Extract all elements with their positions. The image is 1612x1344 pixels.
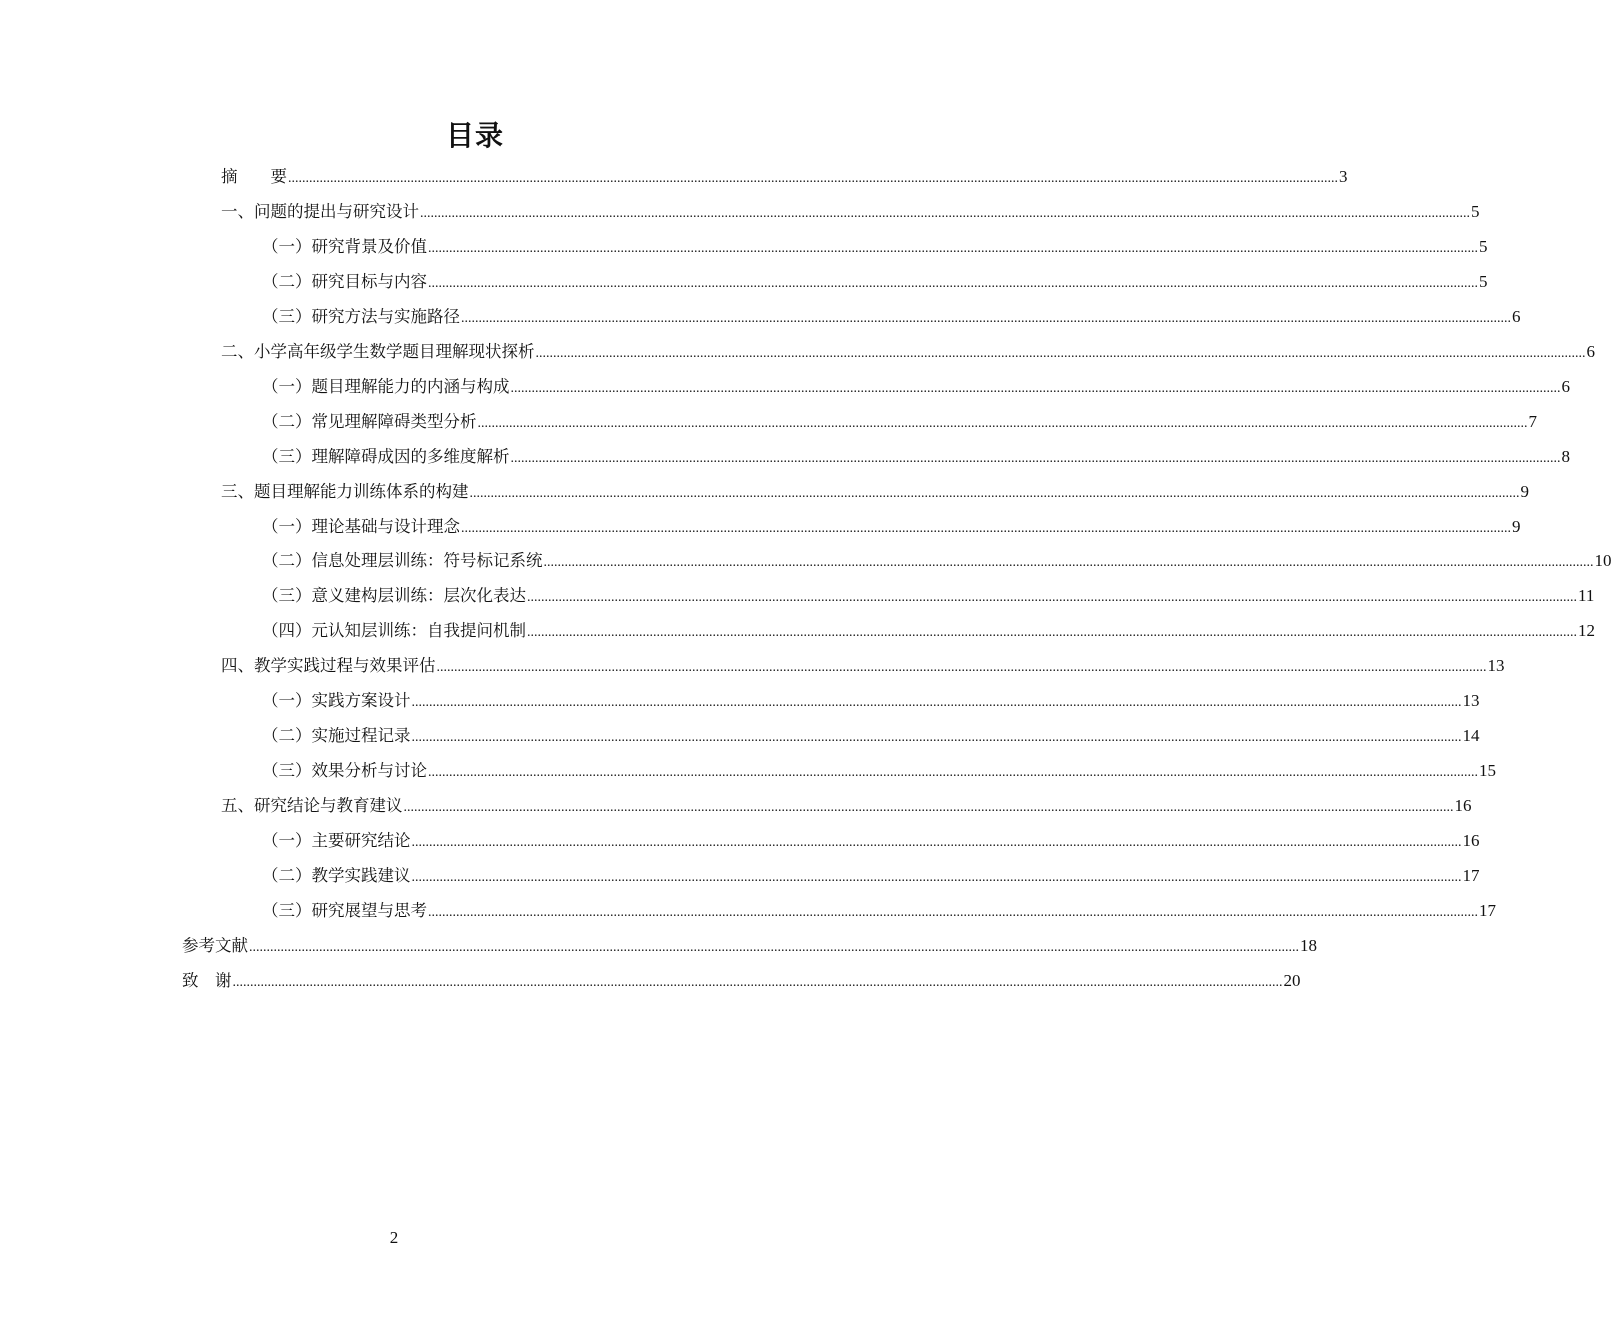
toc-entry-page: 18: [1300, 935, 1317, 955]
toc-leader-dots: ............................................................................................................................................................................................................................................................................................................: [288, 171, 1338, 186]
toc-entry[interactable]: [221, 200, 1480, 224]
toc-entry[interactable]: [262, 619, 1595, 643]
toc-entry[interactable]: [262, 724, 1480, 748]
toc-entry-label: 二、小学高年级学生数学题目理解现状探析: [221, 341, 535, 361]
page-number: 2: [389, 1228, 399, 1247]
toc-entry[interactable]: [262, 410, 1537, 434]
toc-entry-label: （三）效果分析与讨论: [262, 761, 427, 781]
toc-entry[interactable]: [262, 759, 1496, 783]
toc-entry-label: （四）元认知层训练：自我提问机制: [262, 621, 526, 641]
toc-entry[interactable]: [262, 864, 1480, 888]
toc-leader-dots: ............................................................................................................................................................................................................................................................................................................: [527, 590, 1577, 606]
toc-leader-dots: ............................................................................................................................................................................................................................................................................................................: [535, 345, 1586, 361]
toc-entry-page: 11: [1578, 586, 1595, 606]
toc-entry-label: （二）信息处理层训练：符号标记系统: [262, 551, 543, 571]
toc-leader-dots: ............................................................................................................................................................................................................................................................................................................: [411, 870, 1462, 885]
toc-leader-dots: ............................................................................................................................................................................................................................................................................................................: [411, 835, 1462, 851]
toc-entry-label: （二）研究目标与内容: [262, 271, 427, 291]
toc-entry-page: 8: [1561, 446, 1570, 466]
toc-leader-dots: ............................................................................................................................................................................................................................................................................................................: [249, 939, 1299, 955]
toc-entry[interactable]: [262, 549, 1612, 573]
toc-leader-dots: ............................................................................................................................................................................................................................................................................................................: [527, 625, 1577, 641]
toc-entry-page: 20: [1283, 970, 1301, 990]
toc-entry[interactable]: [262, 235, 1488, 259]
toc-entry-label: （二）实施过程记录: [262, 726, 411, 746]
toc-entry[interactable]: [221, 794, 1472, 818]
toc-entry[interactable]: [262, 829, 1480, 853]
toc-entry-page: 16: [1454, 796, 1472, 816]
toc-entry[interactable]: [221, 480, 1529, 504]
toc-title: 目录: [445, 119, 504, 152]
toc-leader-dots: ............................................................................................................................................................................................................................................................................................................: [469, 485, 1520, 501]
toc-entry[interactable]: [262, 584, 1595, 608]
toc-entry-label: 四、教学实践过程与效果评估: [221, 656, 436, 676]
toc-leader-dots: ............................................................................................................................................................................................................................................................................................................: [232, 974, 1283, 990]
toc-entry-page: 7: [1528, 411, 1537, 431]
toc-entry-page: 3: [1339, 167, 1348, 186]
toc-entry-page: 13: [1462, 691, 1480, 711]
toc-leader-dots: ............................................................................................................................................................................................................................................................................................................: [510, 450, 1561, 466]
toc-entry-label: （二）教学实践建议: [262, 866, 411, 885]
toc-entry-page: 9: [1512, 516, 1521, 536]
toc-entry[interactable]: [262, 270, 1488, 294]
toc-leader-dots: ............................................................................................................................................................................................................................................................................................................: [428, 904, 1478, 920]
toc-entry-label: （一）研究背景及价值: [262, 236, 427, 256]
toc-entry-page: 5: [1479, 236, 1488, 256]
toc-entry-label: （一）题目理解能力的内涵与构成: [262, 376, 510, 396]
toc-entry[interactable]: [221, 654, 1505, 678]
toc-entry-label: 参考文献: [182, 935, 248, 955]
toc-entry[interactable]: [262, 515, 1521, 539]
toc-entry[interactable]: [221, 165, 1348, 189]
toc-leader-dots: ............................................................................................................................................................................................................................................................................................................: [428, 765, 1478, 781]
toc-entry-label: 一、问题的提出与研究设计: [221, 201, 419, 221]
toc-entry-label: 致 谢: [182, 970, 232, 990]
toc-entry-page: 6: [1512, 306, 1521, 326]
toc-entry[interactable]: [182, 969, 1301, 993]
toc-entry-label: 五、研究结论与教育建议: [221, 796, 403, 816]
toc-entry-page: 14: [1462, 726, 1480, 746]
toc-entry-label: （三）研究方法与实施路径: [262, 306, 460, 326]
toc-entry[interactable]: [262, 375, 1570, 399]
toc-entry[interactable]: [182, 934, 1317, 958]
toc-leader-dots: ............................................................................................................................................................................................................................................................................................................: [461, 310, 1511, 326]
toc-entry-page: 6: [1561, 376, 1570, 396]
toc-entry-label: （一）主要研究结论: [262, 831, 411, 851]
toc-entry-page: 17: [1462, 866, 1480, 885]
toc-entry-page: 17: [1479, 900, 1496, 920]
toc-leader-dots: ............................................................................................................................................................................................................................................................................................................: [436, 660, 1487, 676]
toc-entry-page: 6: [1586, 341, 1595, 361]
toc-entry-label: 三、题目理解能力训练体系的构建: [221, 481, 469, 501]
toc-leader-dots: ............................................................................................................................................................................................................................................................................................................: [411, 695, 1462, 711]
toc-entry-label: （二）常见理解障碍类型分析: [262, 411, 477, 431]
toc-entry-label: （三）意义建构层训练：层次化表达: [262, 586, 526, 606]
toc-leader-dots: ............................................................................................................................................................................................................................................................................................................: [403, 800, 1454, 816]
toc-entry-page: 9: [1520, 481, 1529, 501]
toc-leader-dots: ............................................................................................................................................................................................................................................................................................................: [420, 205, 1470, 221]
toc-entry-label: （三）研究展望与思考: [262, 900, 427, 920]
toc-entry[interactable]: [262, 305, 1521, 329]
toc-entry[interactable]: [262, 899, 1496, 923]
toc-entry[interactable]: [262, 689, 1480, 713]
toc-leader-dots: ............................................................................................................................................................................................................................................................................................................: [411, 730, 1462, 746]
toc-entry-page: 16: [1462, 831, 1480, 851]
toc-entry-page: 15: [1479, 761, 1496, 781]
toc-entry-page: 12: [1578, 621, 1595, 641]
toc-leader-dots: ............................................................................................................................................................................................................................................................................................................: [461, 520, 1511, 536]
toc-leader-dots: ............................................................................................................................................................................................................................................................................................................: [510, 380, 1561, 396]
toc-entry[interactable]: [262, 445, 1570, 469]
toc-entry-page: 5: [1471, 201, 1480, 221]
toc-leader-dots: ............................................................................................................................................................................................................................................................................................................: [543, 555, 1594, 571]
toc-entry-label: （一）理论基础与设计理念: [262, 516, 460, 536]
toc-entry-label: 摘 要: [221, 167, 287, 186]
toc-entry-page: 13: [1487, 656, 1505, 676]
toc-leader-dots: ............................................................................................................................................................................................................................................................................................................: [428, 240, 1478, 256]
toc-leader-dots: ............................................................................................................................................................................................................................................................................................................: [428, 275, 1478, 291]
toc-entry-page: 5: [1479, 271, 1488, 291]
toc-entry[interactable]: [221, 340, 1595, 364]
toc-entry-label: （三）理解障碍成因的多维度解析: [262, 446, 510, 466]
toc-leader-dots: ............................................................................................................................................................................................................................................................................................................: [477, 415, 1528, 431]
toc-entry-label: （一）实践方案设计: [262, 691, 411, 711]
toc-entry-page: 10: [1594, 551, 1612, 571]
